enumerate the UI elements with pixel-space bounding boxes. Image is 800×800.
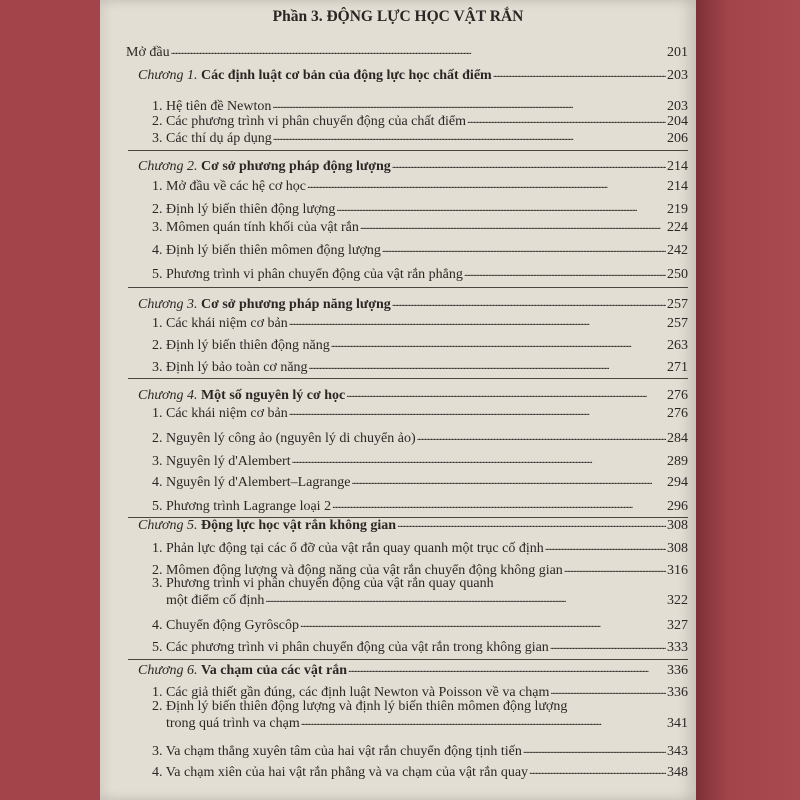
toc-item-label: 4. Va chạm xiên của hai vật rắn phẳng và va chạm của vật rắn quay [152, 765, 529, 780]
toc-item-label: 2. Mômen động lượng và động năng của vật rắn chuyển động không gian [152, 563, 563, 578]
leader-dots [523, 743, 666, 760]
chapter-number: Chương 1. [138, 68, 198, 83]
page-number: 336 [667, 663, 688, 678]
chapter-title: Các định luật cơ bản của động lực học chất điểm [200, 68, 492, 83]
page-number: 322 [667, 593, 688, 608]
chapter-divider [128, 378, 688, 379]
toc-item [166, 592, 688, 609]
toc-item-label: 2. Nguyên lý công ảo (nguyên lý di chuyển ảo) [152, 431, 416, 446]
toc-item-label: 1. Phản lực động tại các ổ đỡ của vật rắn quay quanh một trục cố định [152, 541, 544, 556]
toc-chapter-3 [138, 296, 688, 313]
page-number: 257 [667, 316, 688, 331]
toc-item [152, 130, 688, 147]
toc-item [152, 359, 688, 376]
leader-dots [346, 387, 666, 404]
toc-item-label: 3. Định lý bảo toàn cơ năng [152, 360, 308, 375]
leader-dots [307, 178, 666, 195]
chapter-number: Chương 6. [138, 663, 198, 678]
page-number: 316 [667, 563, 688, 578]
toc-item [152, 113, 688, 130]
intro-label: Mở đầu [126, 45, 170, 60]
chapter-title: Động lực học vật rắn không gian [200, 518, 397, 533]
leader-dots [292, 453, 666, 470]
page-number: 201 [667, 45, 688, 60]
toc-item [152, 764, 688, 781]
table-of-contents [100, 0, 696, 800]
leader-dots [332, 498, 666, 515]
chapter-divider [128, 659, 688, 660]
toc-item-label: 3. Va chạm thẳng xuyên tâm của hai vật rắn chuyển động tịnh tiến [152, 744, 522, 759]
page-number: 219 [667, 202, 688, 217]
leader-dots [265, 592, 666, 609]
page-number: 263 [667, 338, 688, 353]
toc-item-label: 4. Chuyển động Gyrôscôp [152, 618, 299, 633]
leader-dots [171, 44, 666, 61]
chapter-divider [128, 287, 688, 288]
toc-item-label: 3. Nguyên lý d'Alembert [152, 454, 291, 469]
leader-dots [392, 158, 666, 175]
chapter-number: Chương 3. [138, 297, 198, 312]
page-number: 289 [667, 454, 688, 469]
page-number: 308 [667, 518, 688, 533]
page-number: 203 [667, 99, 688, 114]
page-number: 348 [667, 765, 688, 780]
toc-chapter-6 [138, 662, 688, 679]
toc-item-line: 2. Định lý biến thiên động lượng và định lý biến thiên mômen động lượng [152, 699, 568, 714]
leader-dots [360, 219, 666, 236]
toc-item [166, 715, 688, 732]
toc-item [152, 242, 688, 259]
toc-item-continuation: trong quá trình va chạm [166, 716, 300, 731]
leader-dots [467, 113, 666, 130]
page-number: 284 [667, 431, 688, 446]
toc-item-label: 5. Phương trình Lagrange loại 2 [152, 499, 332, 514]
toc-item [152, 743, 688, 760]
toc-item-label: 5. Các phương trình vi phân chuyển động của vật rắn trong không gian [152, 640, 549, 655]
toc-item-label: 1. Hệ tiên đề Newton [152, 99, 272, 114]
chapter-number: Chương 5. [138, 518, 198, 533]
book-page [100, 0, 696, 800]
leader-dots [351, 474, 666, 491]
toc-item [152, 201, 688, 218]
toc-item [152, 315, 688, 332]
leader-dots [382, 242, 666, 259]
chapter-title: Một số nguyên lý cơ học [200, 388, 346, 403]
toc-item-label: 5. Phương trình vi phân chuyển động của vật rắn phẳng [152, 267, 463, 282]
toc-item [152, 430, 688, 447]
toc-item-label: 4. Nguyên lý d'Alembert–Lagrange [152, 475, 351, 490]
chapter-title: Va chạm của các vật rắn [200, 663, 348, 678]
page-number: 250 [667, 267, 688, 282]
chapter-number: Chương 4. [138, 388, 198, 403]
toc-item-continuation: một điểm cố định [166, 593, 265, 608]
leader-dots [550, 639, 666, 656]
chapter-title: Cơ sở phương pháp động lượng [200, 159, 391, 174]
leader-dots [301, 715, 666, 732]
leader-dots [309, 359, 666, 376]
part-title: Phần 3. ĐỘNG LỰC HỌC VẬT RẮN [272, 8, 524, 25]
page-number: 203 [667, 68, 688, 83]
leader-dots [348, 662, 666, 679]
toc-item [152, 540, 688, 557]
leader-dots [417, 430, 666, 447]
leader-dots [529, 764, 666, 781]
leader-dots [300, 617, 666, 634]
chapter-divider [128, 150, 688, 151]
toc-item [152, 453, 688, 470]
page-number: 206 [667, 131, 688, 146]
page-number: 294 [667, 475, 688, 490]
toc-item [152, 405, 688, 422]
page-number: 214 [667, 159, 688, 174]
page-number: 242 [667, 243, 688, 258]
toc-item-label: 2. Định lý biến thiên động lượng [152, 202, 336, 217]
toc-item [152, 219, 688, 236]
toc-item [152, 474, 688, 491]
page-number: 214 [667, 179, 688, 194]
toc-item-label: 1. Các khái niệm cơ bản [152, 406, 288, 421]
toc-item-label: 2. Định lý biến thiên động năng [152, 338, 330, 353]
toc-item-label: 1. Mở đầu về các hệ cơ học [152, 179, 306, 194]
page-number: 204 [667, 114, 688, 129]
toc-chapter-4 [138, 387, 688, 404]
leader-dots [273, 130, 666, 147]
leader-dots [336, 201, 666, 218]
toc-item-label: 4. Định lý biến thiên mômen động lượng [152, 243, 381, 258]
toc-item-label: 1. Các khái niệm cơ bản [152, 316, 288, 331]
toc-item [152, 337, 688, 354]
page-number: 296 [667, 499, 688, 514]
toc-item-label: 2. Các phương trình vi phân chuyển động của chất điểm [152, 114, 466, 129]
toc-item [152, 617, 688, 634]
toc-chapter-5 [138, 517, 688, 534]
page-number: 343 [667, 744, 688, 759]
leader-dots [392, 296, 666, 313]
toc-item [152, 498, 688, 515]
leader-dots [331, 337, 666, 354]
page-number: 224 [667, 220, 688, 235]
page-number: 336 [667, 685, 688, 700]
toc-item-label: 3. Các thí dụ áp dụng [152, 131, 272, 146]
page-number: 257 [667, 297, 688, 312]
toc-entry-intro [126, 44, 688, 61]
leader-dots [550, 684, 666, 701]
page-number: 333 [667, 640, 688, 655]
leader-dots [545, 540, 666, 557]
toc-chapter-1 [138, 67, 688, 84]
page-number: 308 [667, 541, 688, 556]
toc-chapter-2 [138, 158, 688, 175]
toc-item-line: 3. Phương trình vi phân chuyển động của vật rắn quay quanh [152, 576, 494, 591]
leader-dots [564, 562, 666, 579]
chapter-title: Cơ sở phương pháp năng lượng [200, 297, 391, 312]
book-cover-edge [696, 0, 800, 800]
leader-dots [289, 405, 666, 422]
page-number: 276 [667, 406, 688, 421]
leader-dots [464, 266, 666, 283]
leader-dots [397, 517, 666, 534]
toc-item [152, 266, 688, 283]
page-number: 276 [667, 388, 688, 403]
toc-item-label: 3. Mômen quán tính khối của vật rắn [152, 220, 359, 235]
chapter-number: Chương 2. [138, 159, 198, 174]
page-number: 271 [667, 360, 688, 375]
page-number: 327 [667, 618, 688, 633]
page-number: 341 [667, 716, 688, 731]
toc-item [152, 639, 688, 656]
leader-dots [493, 67, 666, 84]
leader-dots [289, 315, 666, 332]
toc-item [152, 178, 688, 195]
toc-item-label: 1. Các giả thiết gần đúng, các định luật Newton và Poisson về va chạm [152, 685, 550, 700]
